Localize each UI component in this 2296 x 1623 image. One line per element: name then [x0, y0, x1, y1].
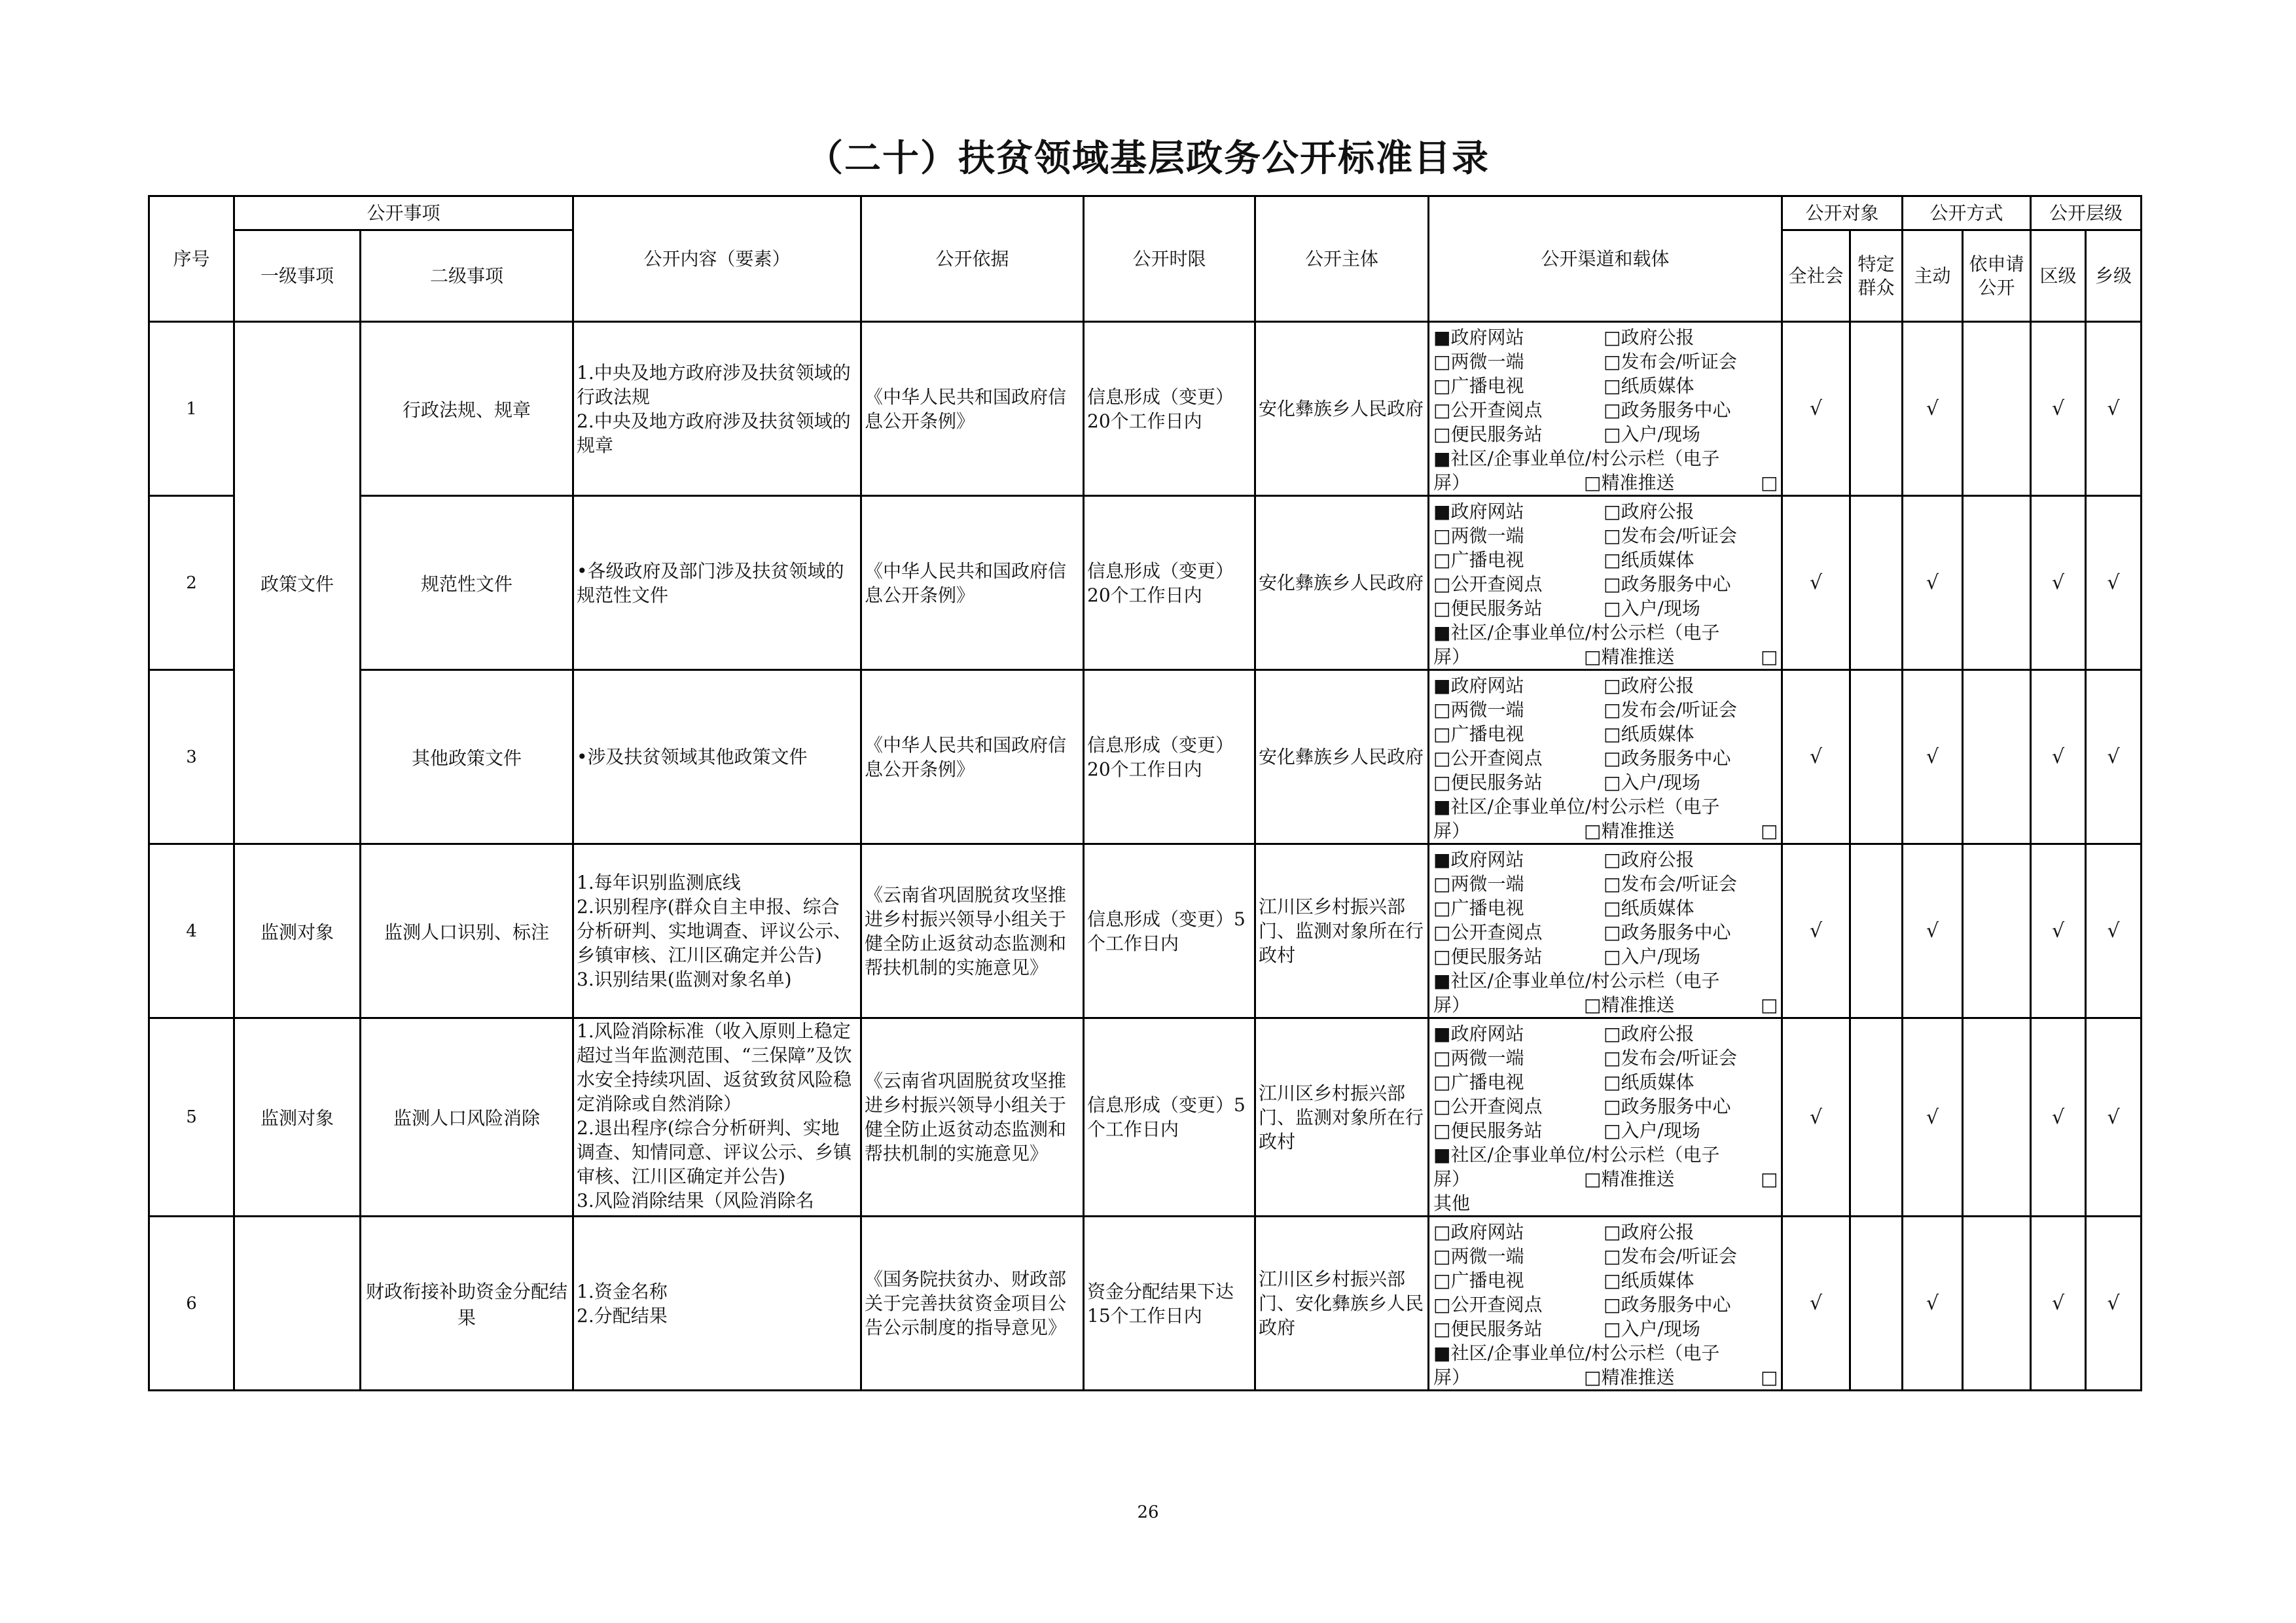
channel-option: □精准推送: [1584, 994, 1675, 1016]
check-level-district: √: [2031, 670, 2086, 844]
channel-option: □两微一端: [1433, 1047, 1524, 1069]
header-subject: 公开主体: [1255, 196, 1429, 322]
channel-option: 屏）: [1433, 646, 1471, 668]
channel-option: □纸质媒体: [1604, 375, 1695, 397]
channel-option: □广播电视: [1433, 1270, 1524, 1291]
row-level1: 监测对象: [234, 844, 361, 1018]
content-line: •各级政府及部门涉及扶贫领域的规范性文件: [577, 560, 844, 606]
channel-option: ■政府网站: [1433, 327, 1524, 348]
row-subject: 江川区乡村振兴部门、安化彝族乡人民政府: [1255, 1217, 1429, 1391]
row-subject: 江川区乡村振兴部门、监测对象所在行政村: [1255, 1018, 1429, 1217]
channel-option: □精准推送: [1584, 646, 1675, 668]
row-deadline: 信息形成（变更）20个工作日内: [1084, 322, 1255, 496]
channel-option: ■社区/企事业单位/村公示栏（电子: [1433, 448, 1720, 469]
row-level2: 其他政策文件: [361, 670, 573, 844]
row-basis: 《中华人民共和国政府信息公开条例》: [861, 670, 1084, 844]
row-level2: 行政法规、规章: [361, 322, 573, 496]
channel-option-other: 其他: [1433, 1192, 1471, 1214]
check-level-district: √: [2031, 496, 2086, 670]
check-target-specific: [1850, 1018, 1903, 1217]
channel-option: □: [1761, 994, 1778, 1016]
row-level1: [234, 1217, 361, 1391]
channel-option: □: [1761, 1168, 1778, 1190]
check-method-active: √: [1903, 670, 1963, 844]
row-channels: [1429, 844, 1782, 1018]
channel-option: □政府公报: [1604, 501, 1695, 522]
row-seq: 1: [149, 322, 234, 496]
header-content: 公开内容（要素）: [573, 196, 861, 322]
channel-option: 屏）: [1433, 820, 1471, 842]
channel-option: □发布会/听证会: [1604, 1245, 1737, 1267]
row-content: [573, 1018, 861, 1217]
row-channels: [1429, 496, 1782, 670]
header-seq: 序号: [149, 196, 234, 322]
header-target: 公开对象: [1782, 196, 1903, 230]
header-target-specific: 特定群众: [1850, 230, 1903, 322]
channel-option: □入户/现场: [1604, 1318, 1700, 1340]
header-method-active: 主动: [1903, 230, 1963, 322]
check-target-specific: [1850, 496, 1903, 670]
check-target-specific: [1850, 322, 1903, 496]
row-deadline: 信息形成（变更）5个工作日内: [1084, 1018, 1255, 1217]
channel-option: ■政府网站: [1433, 849, 1524, 870]
row-channels: [1429, 322, 1782, 496]
table-row: [149, 322, 2142, 496]
check-level-township: √: [2086, 496, 2142, 670]
channel-option: □公开查阅点: [1433, 747, 1543, 769]
check-target-all: √: [1782, 1217, 1850, 1391]
header-method: 公开方式: [1903, 196, 2031, 230]
content-line: 3.识别结果(监测对象名单): [577, 969, 792, 990]
channel-option: □广播电视: [1433, 723, 1524, 745]
channel-option: □两微一端: [1433, 699, 1524, 721]
channel-option: □政府公报: [1604, 1023, 1695, 1044]
channel-option: □政务服务中心: [1604, 747, 1731, 769]
check-target-all: √: [1782, 496, 1850, 670]
channel-option: □: [1761, 646, 1778, 668]
check-method-active: √: [1903, 1217, 1963, 1391]
channel-option: □发布会/听证会: [1604, 699, 1737, 721]
check-level-township: √: [2086, 1217, 2142, 1391]
check-level-district: √: [2031, 1018, 2086, 1217]
content-line: 2.识别程序(群众自主申报、综合分析研判、实地调查、评议公示、乡镇审核、江川区确定并公告): [577, 896, 852, 966]
channel-option: □精准推送: [1584, 472, 1675, 493]
row-subject: 安化彝族乡人民政府: [1255, 322, 1429, 496]
check-method-active: √: [1903, 1018, 1963, 1217]
channel-option: □政务服务中心: [1604, 573, 1731, 595]
content-line: 1.资金名称: [577, 1280, 668, 1302]
channel-option: □政务服务中心: [1604, 1096, 1731, 1117]
row-level1: 监测对象: [234, 1018, 361, 1217]
channel-option: □广播电视: [1433, 897, 1524, 919]
header-method-request: 依申请公开: [1963, 230, 2031, 322]
check-method-request: [1963, 1217, 2031, 1391]
channel-option: □便民服务站: [1433, 1318, 1543, 1340]
check-method-request: [1963, 1018, 2031, 1217]
channel-option: □: [1761, 472, 1778, 493]
channel-option: □政务服务中心: [1604, 921, 1731, 943]
channel-option: □纸质媒体: [1604, 723, 1695, 745]
channel-option: ■政府网站: [1433, 675, 1524, 696]
row-basis: 《中华人民共和国政府信息公开条例》: [861, 322, 1084, 496]
row-content: [573, 496, 861, 670]
channel-option: □纸质媒体: [1604, 1270, 1695, 1291]
channel-option: □精准推送: [1584, 1168, 1675, 1190]
check-target-specific: [1850, 844, 1903, 1018]
channel-option: □入户/现场: [1604, 1120, 1700, 1141]
header-level-township: 乡级: [2086, 230, 2142, 322]
channel-option: □发布会/听证会: [1604, 525, 1737, 546]
channel-option: □公开查阅点: [1433, 573, 1543, 595]
header-level2: 二级事项: [361, 230, 573, 322]
row-subject: 安化彝族乡人民政府: [1255, 670, 1429, 844]
check-level-township: √: [2086, 322, 2142, 496]
channel-option: □纸质媒体: [1604, 549, 1695, 571]
content-line: 1.中央及地方政府涉及扶贫领域的行政法规: [577, 361, 851, 408]
content-line: 1.风险消除标准（收入原则上稳定超过当年监测范围、“三保障”及饮水安全持续巩固、返贫致贫风险稳定消除或自然消除）: [577, 1020, 852, 1115]
channel-option: □便民服务站: [1433, 597, 1543, 619]
channel-option: □公开查阅点: [1433, 399, 1543, 421]
channel-option: □入户/现场: [1604, 946, 1700, 967]
channel-option: ■社区/企事业单位/村公示栏（电子: [1433, 970, 1720, 991]
row-seq: 6: [149, 1217, 234, 1391]
header-target-all: 全社会: [1782, 230, 1850, 322]
check-method-request: [1963, 670, 2031, 844]
row-basis: 《中华人民共和国政府信息公开条例》: [861, 496, 1084, 670]
channel-option: 屏）: [1433, 994, 1471, 1016]
channel-option: □便民服务站: [1433, 772, 1543, 793]
channel-option: □政府公报: [1604, 1221, 1695, 1243]
catalog-table: [148, 195, 2142, 1391]
table-row: [149, 844, 2142, 1018]
check-level-township: √: [2086, 1018, 2142, 1217]
row-content: [573, 322, 861, 496]
row-basis: 《国务院扶贫办、财政部关于完善扶贫资金项目公告公示制度的指导意见》: [861, 1217, 1084, 1391]
content-line: •涉及扶贫领域其他政策文件: [577, 746, 808, 768]
row-subject: 江川区乡村振兴部门、监测对象所在行政村: [1255, 844, 1429, 1018]
channel-option: ■政府网站: [1433, 1023, 1524, 1044]
channel-option: □两微一端: [1433, 525, 1524, 546]
channel-option: □政府网站: [1433, 1221, 1524, 1243]
content-line: 2.中央及地方政府涉及扶贫领域的规章: [577, 410, 851, 456]
row-content: [573, 670, 861, 844]
channel-option: □精准推送: [1584, 1366, 1675, 1388]
channel-option: □政务服务中心: [1604, 399, 1731, 421]
channel-option: ■政府网站: [1433, 501, 1524, 522]
channel-option: □入户/现场: [1604, 772, 1700, 793]
channel-option: □发布会/听证会: [1604, 351, 1737, 372]
channel-option: ■社区/企事业单位/村公示栏（电子: [1433, 1342, 1720, 1364]
channel-option: □公开查阅点: [1433, 921, 1543, 943]
header-deadline: 公开时限: [1084, 196, 1255, 322]
row-basis: 《云南省巩固脱贫攻坚推进乡村振兴领导小组关于健全防止返贫动态监测和帮扶机制的实施意见》: [861, 844, 1084, 1018]
check-method-request: [1963, 844, 2031, 1018]
header-items: 公开事项: [234, 196, 573, 230]
row-level2: 监测人口风险消除: [361, 1018, 573, 1217]
channel-option: □发布会/听证会: [1604, 873, 1737, 895]
check-level-district: √: [2031, 1217, 2086, 1391]
row-content: [573, 844, 861, 1018]
channel-option: 屏）: [1433, 1168, 1471, 1190]
row-seq: 4: [149, 844, 234, 1018]
table-row: [149, 670, 2142, 844]
content-line: 1.每年识别监测底线: [577, 872, 741, 893]
row-channels: [1429, 1217, 1782, 1391]
check-target-all: √: [1782, 670, 1850, 844]
channel-option: □入户/现场: [1604, 597, 1700, 619]
row-basis: 《云南省巩固脱贫攻坚推进乡村振兴领导小组关于健全防止返贫动态监测和帮扶机制的实施意见》: [861, 1018, 1084, 1217]
page-number: 26: [1137, 1503, 1159, 1522]
row-deadline: 信息形成（变更）20个工作日内: [1084, 496, 1255, 670]
check-level-district: √: [2031, 322, 2086, 496]
channel-option: □两微一端: [1433, 351, 1524, 372]
row-channels: [1429, 670, 1782, 844]
check-level-township: √: [2086, 844, 2142, 1018]
header-basis: 公开依据: [861, 196, 1084, 322]
channel-option: □: [1761, 820, 1778, 842]
header-channel: 公开渠道和载体: [1429, 196, 1782, 322]
channel-option: 屏）: [1433, 1366, 1471, 1388]
channel-option: □便民服务站: [1433, 423, 1543, 445]
channel-option: □两微一端: [1433, 1245, 1524, 1267]
check-target-all: √: [1782, 844, 1850, 1018]
row-level2: 财政衔接补助资金分配结果: [361, 1217, 573, 1391]
content-line: 2.退出程序(综合分析研判、实地调查、知情同意、评议公示、乡镇审核、江川区确定并公告): [577, 1117, 852, 1187]
check-method-request: [1963, 496, 2031, 670]
channel-option: □广播电视: [1433, 1071, 1524, 1093]
channel-option: □纸质媒体: [1604, 1071, 1695, 1093]
check-target-all: √: [1782, 1018, 1850, 1217]
check-method-active: √: [1903, 844, 1963, 1018]
check-level-township: √: [2086, 670, 2142, 844]
row-seq: 3: [149, 670, 234, 844]
content-line: 3.风险消除结果（风险消除名: [577, 1190, 814, 1211]
channel-option: □: [1761, 1366, 1778, 1388]
row-level2: 规范性文件: [361, 496, 573, 670]
table-row: [149, 1018, 2142, 1217]
channel-option: ■社区/企事业单位/村公示栏（电子: [1433, 1144, 1720, 1166]
check-target-all: √: [1782, 322, 1850, 496]
row-deadline: 资金分配结果下达15个工作日内: [1084, 1217, 1255, 1391]
channel-option: □政府公报: [1604, 849, 1695, 870]
row-seq: 2: [149, 496, 234, 670]
channel-option: □便民服务站: [1433, 1120, 1543, 1141]
channel-option: □精准推送: [1584, 820, 1675, 842]
channel-option: □便民服务站: [1433, 946, 1543, 967]
channel-option: ■社区/企事业单位/村公示栏（电子: [1433, 622, 1720, 643]
channel-option: 屏）: [1433, 472, 1471, 493]
table-row: [149, 496, 2142, 670]
channel-option: □纸质媒体: [1604, 897, 1695, 919]
channel-option: □公开查阅点: [1433, 1096, 1543, 1117]
channel-option: □政务服务中心: [1604, 1294, 1731, 1315]
channel-option: □广播电视: [1433, 549, 1524, 571]
row-level2: 监测人口识别、标注: [361, 844, 573, 1018]
channel-option: □政府公报: [1604, 675, 1695, 696]
content-line: 2.分配结果: [577, 1304, 668, 1327]
row-deadline: 信息形成（变更）20个工作日内: [1084, 670, 1255, 844]
row-channels: [1429, 1018, 1782, 1217]
check-level-district: √: [2031, 844, 2086, 1018]
check-method-active: √: [1903, 496, 1963, 670]
channel-option: □发布会/听证会: [1604, 1047, 1737, 1069]
check-target-specific: [1850, 670, 1903, 844]
row-level1: 政策文件: [234, 322, 361, 844]
channel-option: □两微一端: [1433, 873, 1524, 895]
channel-option: □公开查阅点: [1433, 1294, 1543, 1315]
check-method-active: √: [1903, 322, 1963, 496]
header-level-district: 区级: [2031, 230, 2086, 322]
row-subject: 安化彝族乡人民政府: [1255, 496, 1429, 670]
channel-option: □政府公报: [1604, 327, 1695, 348]
check-method-request: [1963, 322, 2031, 496]
row-seq: 5: [149, 1018, 234, 1217]
channel-option: ■社区/企事业单位/村公示栏（电子: [1433, 796, 1720, 817]
channel-option: □广播电视: [1433, 375, 1524, 397]
channel-option: □入户/现场: [1604, 423, 1700, 445]
table-row: [149, 1217, 2142, 1391]
header-level: 公开层级: [2031, 196, 2142, 230]
check-target-specific: [1850, 1217, 1903, 1391]
row-deadline: 信息形成（变更）5个工作日内: [1084, 844, 1255, 1018]
header-level1: 一级事项: [234, 230, 361, 322]
row-content: [573, 1217, 861, 1391]
page-title: （二十）扶贫领域基层政务公开标准目录: [806, 137, 1490, 180]
